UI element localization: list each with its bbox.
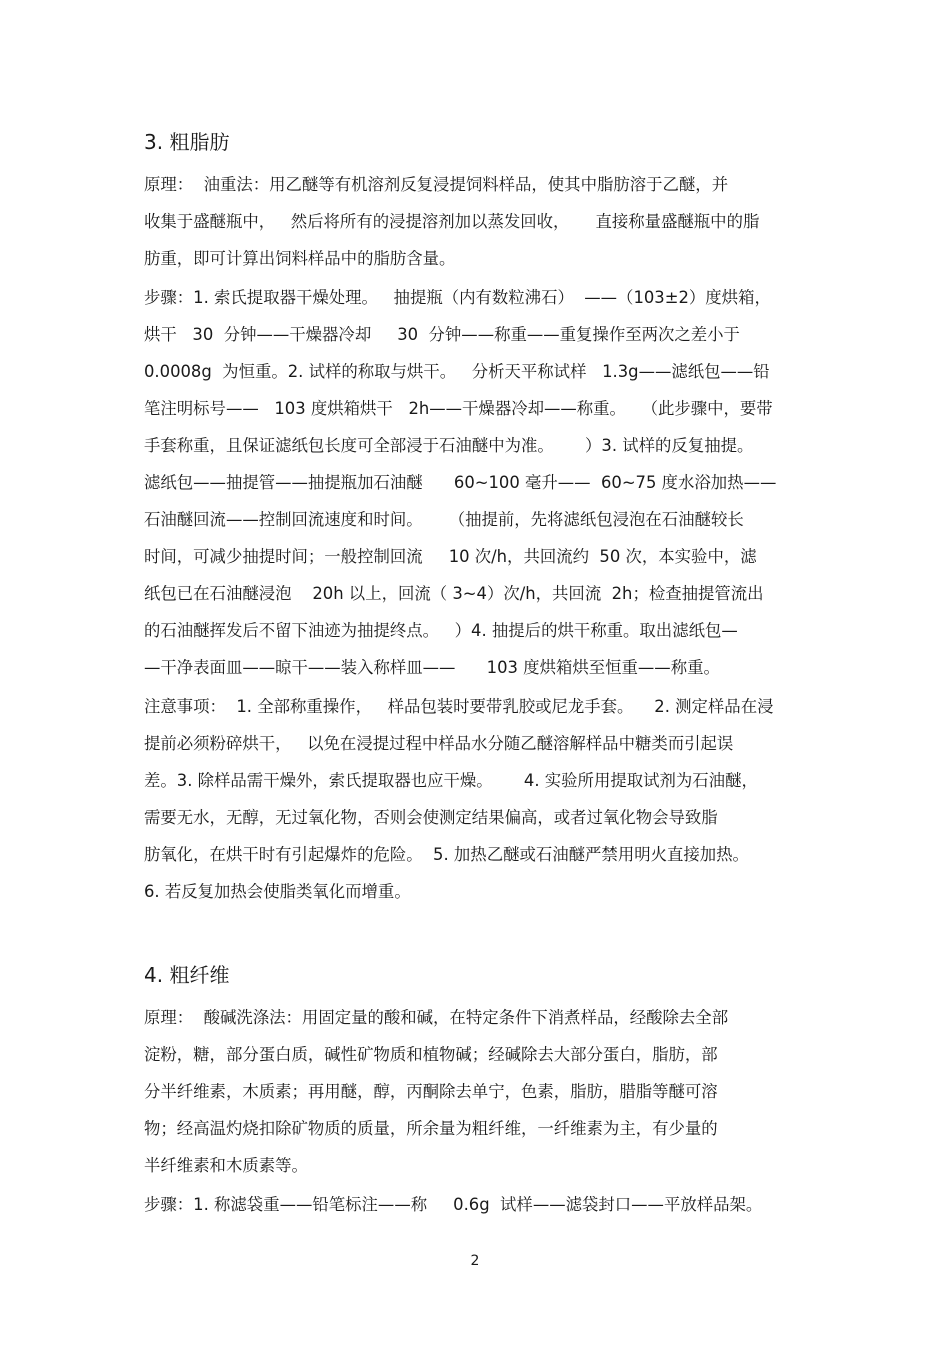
paragraph-line: 笔注明标号—— 103 度烘箱烘干 2h——干燥器冷却——称重。 （此步骤中，要带 bbox=[144, 399, 773, 418]
section-title-crude-fat: 3. 粗脂肪 bbox=[144, 130, 230, 154]
section-title-crude-fiber: 4. 粗纤维 bbox=[144, 963, 230, 987]
paragraph-line: 滤纸包——抽提管——抽提瓶加石油醚 60~100 毫升—— 60~75 度水浴加热—— bbox=[144, 473, 777, 492]
paragraph-line: 纸包已在石油醚浸泡 20h 以上，回流（ 3~4）次/h，共回流 2h；检查抽提管流出 bbox=[144, 584, 764, 603]
paragraph-line: 肪重，即可计算出饲料样品中的脂肪含量。 bbox=[144, 249, 456, 268]
paragraph-line: 时间，可减少抽提时间；一般控制回流 10 次/h，共回流约 50 次，本实验中，滤 bbox=[144, 547, 757, 566]
paragraph-line: 肪氧化，在烘干时有引起爆炸的危险。 5. 加热乙醚或石油醚严禁用明火直接加热。 bbox=[144, 845, 749, 864]
paragraph-line: 原理： 油重法：用乙醚等有机溶剂反复浸提饲料样品，使其中脂肪溶于乙醚，并 bbox=[144, 175, 729, 194]
page-number: 2 bbox=[470, 1253, 480, 1269]
paragraph-line: 注意事项： 1. 全部称重操作， 样品包装时要带乳胶或尼龙手套。 2. 测定样品在浸 bbox=[144, 697, 774, 716]
paragraph-line: 收集于盛醚瓶中， 然后将所有的浸提溶剂加以蒸发回收， 直接称量盛醚瓶中的脂 bbox=[144, 212, 760, 231]
paragraph-line: 原理： 酸碱洗涤法：用固定量的酸和碱，在特定条件下消煮样品，经酸除去全部 bbox=[144, 1008, 729, 1027]
paragraph-line: 分半纤维素，木质素；再用醚，醇，丙酮除去单宁，色素，脂肪，腊脂等醚可溶 bbox=[144, 1082, 718, 1101]
paragraph-line: 烘干 30 分钟——干燥器冷却 30 分钟——称重——重复操作至两次之差小于 bbox=[144, 325, 740, 344]
paragraph-line: 的石油醚挥发后不留下油迹为抽提终点。 ）4. 抽提后的烘干称重。取出滤纸包— bbox=[144, 621, 738, 640]
paragraph-line: 石油醚回流——控制回流速度和时间。 （抽提前，先将滤纸包浸泡在石油醚较长 bbox=[144, 510, 744, 529]
paragraph-line: 6. 若反复加热会使脂类氧化而增重。 bbox=[144, 882, 411, 901]
paragraph-line: 手套称重，且保证滤纸包长度可全部浸于石油醚中为准。 ）3. 试样的反复抽提。 bbox=[144, 436, 754, 455]
paragraph-line: 物；经高温灼烧扣除矿物质的质量，所余量为粗纤维，一纤维素为主，有少量的 bbox=[144, 1119, 718, 1138]
paragraph-line: 步骤：1. 称滤袋重——铅笔标注——称 0.6g 试样——滤袋封口——平放样品架。 bbox=[144, 1195, 763, 1214]
paragraph-line: 半纤维素和木质素等。 bbox=[144, 1156, 308, 1175]
paragraph-line: 步骤：1. 索氏提取器干燥处理。 抽提瓶（内有数粒沸石） ——（103±2）度烘箱， bbox=[144, 288, 771, 307]
paragraph-line: 需要无水，无醇，无过氧化物，否则会使测定结果偏高，或者过氧化物会导致脂 bbox=[144, 808, 718, 827]
paragraph-line: 提前必须粉碎烘干， 以免在浸提过程中样品水分随乙醚溶解样品中糖类而引起误 bbox=[144, 734, 734, 753]
paragraph-line: —干净表面皿——晾干——装入称样皿—— 103 度烘箱烘至恒重——称重。 bbox=[144, 658, 720, 677]
paragraph-line: 淀粉，糖，部分蛋白质，碱性矿物质和植物碱；经碱除去大部分蛋白，脂肪，部 bbox=[144, 1045, 718, 1064]
paragraph-line: 0.0008g 为恒重。2. 试样的称取与烘干。 分析天平称试样 1.3g——滤纸包——铅 bbox=[144, 362, 770, 381]
paragraph-line: 差。3. 除样品需干燥外，索氏提取器也应干燥。 4. 实验所用提取试剂为石油醚， bbox=[144, 771, 758, 790]
